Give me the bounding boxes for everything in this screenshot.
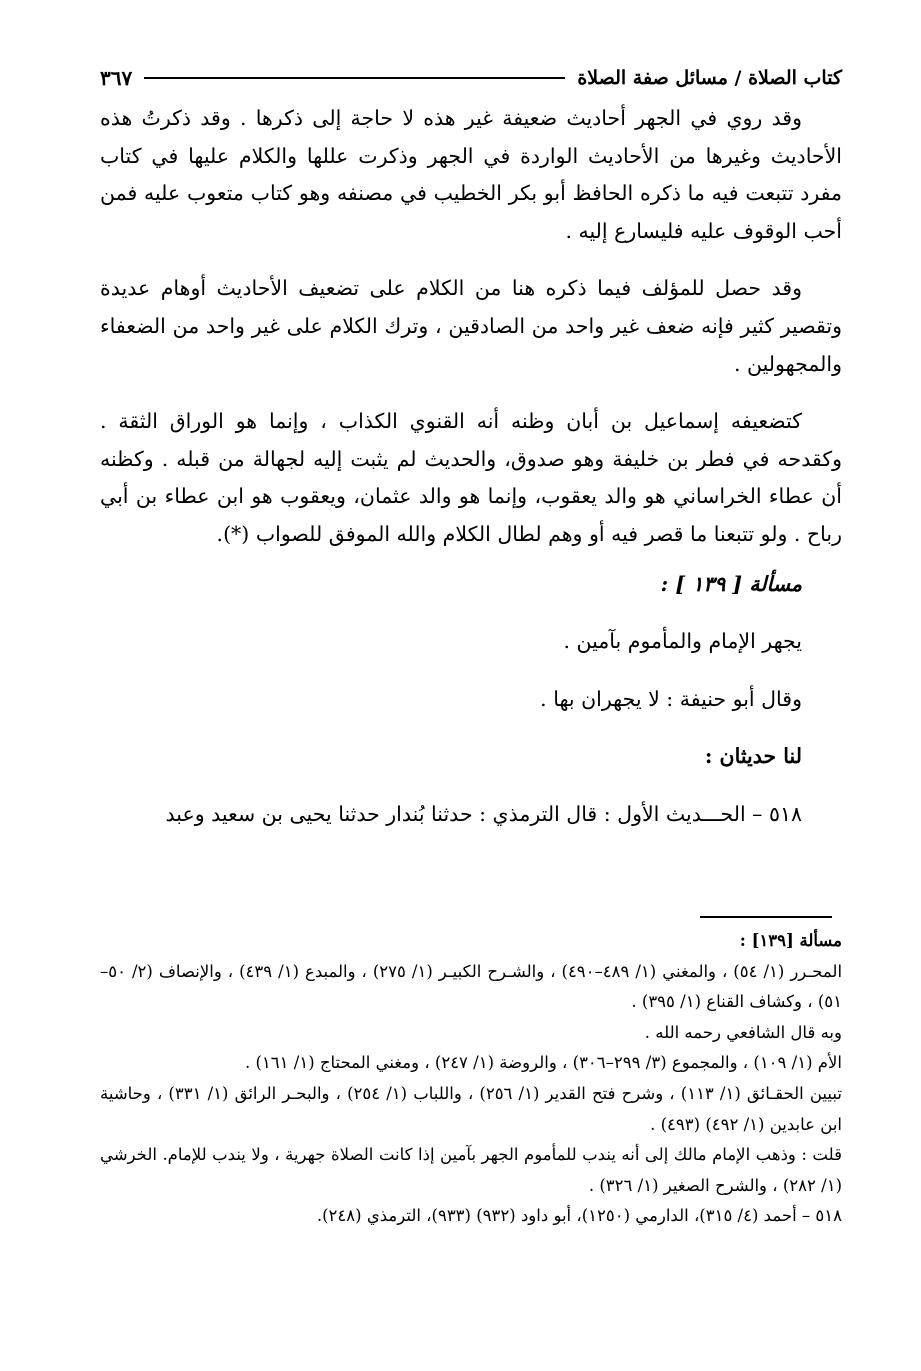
main-text: [100, 100, 842, 834]
page-number: ٣٦٧: [100, 66, 133, 90]
footnote-shafii-note: وبه قال الشافعي رحمه الله .: [644, 1022, 842, 1042]
footnotes: [100, 926, 842, 1232]
paragraph-author-errors: وقد حصل للمؤلف فيما ذكره هنا من الكلام على تضعيف الأحاديث أوهام عديدة وتقصير كثير فإنه ضعف غير واحد من الصادقين ، وترك الكلام على غير واحد من الضعفاء والمجهولين .: [100, 276, 842, 376]
evidence-heading: لنا حديثان :: [704, 744, 802, 769]
paragraph-examples: كتضعيفه إسماعيل بن أبان وظنه أنه القنوي الكذاب ، وإنما هو الوراق الثقة . وكقدحه في فطر بن خليفة وهو صدوق، والحديث لم يثبت إليه لجهالة من قبله . وكظنه أن عطاء الخراساني هو والد يعقوب، وإنما هو والد عثمان، ويعقوب هو ابن عطاء بن أبي رباح . ولو تتبعنا ما قصر فيه أو وهم لطال الكلام والله الموفق للصواب (*).: [100, 409, 842, 546]
footnote-shafii-refs: الأم (١/ ١٠٩) ، والمجموع (٣/ ٢٩٩–٣٠٦) ، والروضة (١/ ٢٤٧) ، ومغني المحتاج (١/ ١٦١) .: [244, 1053, 842, 1073]
footnote-maliki-note: قلت : وذهب الإمام مالك إلى أنه يندب للمأموم الجهر بآمين إذا كانت الصلاة جهرية ، ولا يندب للإمام. الخرشي (١/ ٢٨٢) ، والشرح الصغير (١/ ٣٢٦) .: [100, 1145, 842, 1195]
footnote-separator: [700, 916, 832, 918]
hadith-518: ٥١٨ – الحـــديث الأول : قال الترمذي : حدثنا بُندار حدثنا يحيى بن سعيد وعبد: [165, 801, 802, 826]
footnote-hadith-518-refs: ٥١٨ – أحمد (٤/ ٣١٥)، الدارمي (١٢٥٠)، أبو داود (٩٣٢) (٩٣٣)، الترمذي (٢٤٨).: [316, 1206, 842, 1226]
running-title: كتاب الصلاة / مسائل صفة الصلاة: [577, 67, 842, 89]
footnote-hanbali-refs: المحـرر (١/ ٥٤) ، والمغني (١/ ٤٨٩–٤٩٠) ، والشـرح الكبيـر (١/ ٢٧٥) ، والمبدع (١/ ٤٣٩) ، والإنصاف (٢/ ٥٠–٥١) ، وكشاف القناع (١/ ٣٩٥) .: [100, 961, 843, 1012]
header-rule: [144, 77, 565, 79]
abu-hanifa-line: وقال أبو حنيفة : لا يجهران بها .: [540, 686, 802, 711]
footnote-heading: مسألة [١٣٩] :: [739, 931, 842, 950]
ruling-line: يجهر الإمام والمأموم بآمين .: [563, 629, 802, 654]
footnote-hanafi-refs: تبيين الحقـائق (١/ ١١٣) ، وشرح فتح القدير (١/ ٢٥٦) ، واللباب (١/ ٢٥٤) ، والبحـر الرائق (١/ ٣٣١) ، وحاشية ابن عابدين (١/ ٤٩٢) (٤٩٣) .: [100, 1083, 842, 1134]
issue-heading: مسألة [ ١٣٩ ] :: [660, 571, 802, 596]
paragraph-weak-hadiths: وقد روي في الجهر أحاديث ضعيفة غير هذه لا حاجة إلى ذكرها . وقد ذكرتُ هذه الأحاديث وغيرها من الأحاديث الواردة في الجهر وذكرت عللها والكلام عليها في كتاب مفرد تتبعت فيه ما ذكره الحافظ أبو بكر الخطيب في مصنفه وهو كتاب متعوب عليه فمن أحب الوقوف عليه فليسارع إليه .: [100, 106, 842, 243]
running-header: [100, 60, 842, 96]
